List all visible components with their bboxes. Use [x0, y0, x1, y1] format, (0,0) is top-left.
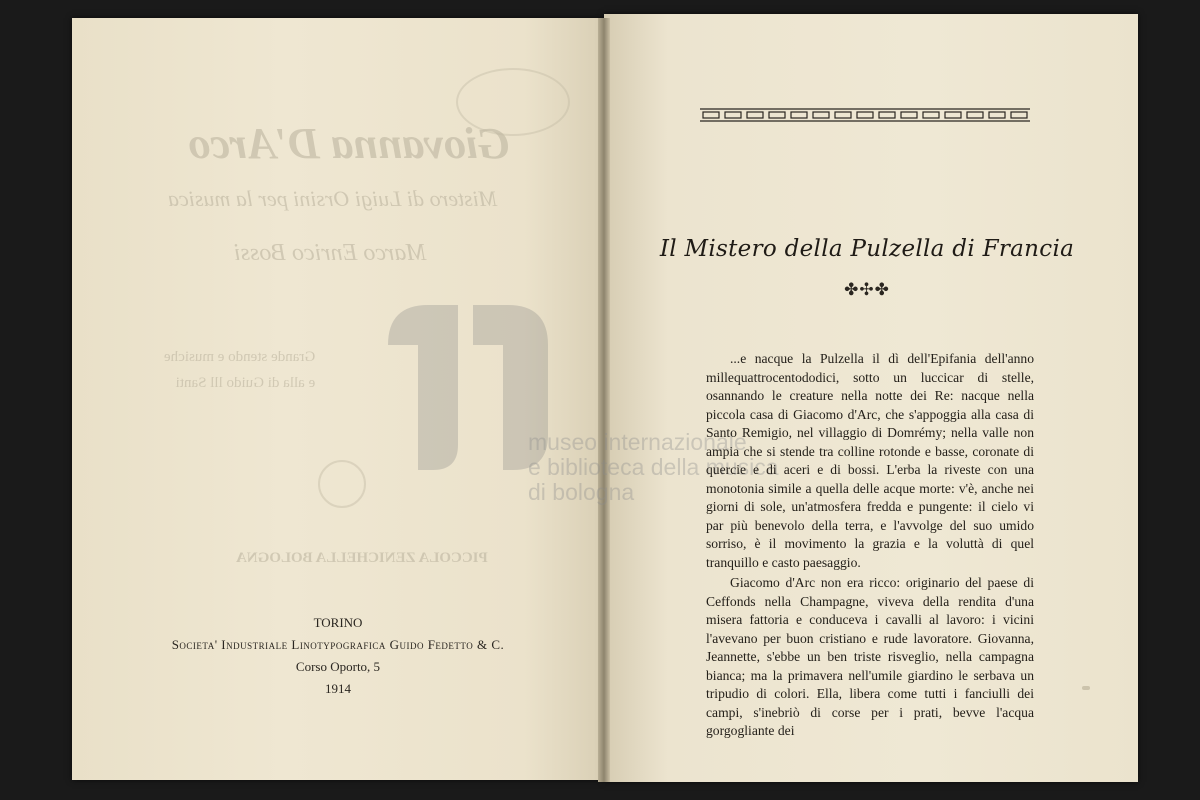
- bleed-through-lines: [164, 344, 315, 396]
- paragraph: ...e nacque la Pulzella il dì dell'Epifania dell'anno millequattrocentododici, sotto un luccicar di stelle, osannando le creature nella notte dei Re: nacque nella piccola casa di Giacomo d'Arc, che s'appoggia alla casa di Santo Remigio, nel villaggio di Domrémy; nella valle non ampia che si stende tra colline rotonde e basse, coronate di quercie e di aceri e di bossi. L'erba la riveste con una monotonia simile a quella delle acque morte: v'è, anche nei giorni di sole, un'atmosfera fredda e pungente: il cielo vi par più benevolo della terra, e l'avvolge del suo umido sorriso, è il movimento la grazia e la voluttà di quel tranquillo e casto paesaggio.: [706, 351, 1034, 570]
- imprint: [72, 612, 604, 700]
- watermark-line: museo internazionale: [528, 429, 747, 455]
- library-stamp: [456, 68, 570, 136]
- bleed-through-subtitle: Mistero di Luigi Orsini per la musica: [168, 186, 498, 211]
- fleuron-ornament: ✤✣✤: [844, 280, 890, 299]
- chapter-title: Il Mistero della Pulzella di Francia: [659, 236, 1075, 262]
- paragraph: Giacomo d'Arc non era ricco: originario del paese di Ceffonds nella Champagne, viveva della rendita d'una misera fattoria e conduceva i cavalli al lavoro: i vicini l'avevano per buon cristiano e rude lavoratore. Giovanna, Jeannette, s'ebbe un ben triste risveglio, nella campagna bianca; ma la primavera nell'umile giardino le serbava un tripudio di colori. Ella, libera come tutti i fanciulli dei campi, s'inebriò di corse per i prati, bevve l'acqua gorgogliante dei: [706, 575, 1034, 738]
- watermark-line: e biblioteca della musica: [528, 454, 779, 480]
- bleed-through-line: Grande stendo e musiche: [164, 349, 316, 365]
- paper-speck: [1082, 686, 1090, 690]
- imprint-city: TORINO: [313, 615, 363, 630]
- decorative-header-border: [700, 108, 1030, 122]
- bleed-through-publisher: PICCOLA ZENICHELLA BOLOGNA: [236, 550, 488, 566]
- imprint-publisher: Societa' Industriale Linotypografica Guido Fedetto & C.: [171, 637, 505, 652]
- imprint-address: Corso Oporto, 5: [295, 659, 381, 674]
- bleed-through-composer: Marco Enrico Bossi: [234, 240, 427, 266]
- bleed-through-line: e alla di Guido lll Santi: [175, 375, 316, 391]
- watermark-line: di bologna: [528, 479, 635, 505]
- bleed-through-emblem: [318, 460, 366, 508]
- imprint-year: 1914: [325, 681, 351, 696]
- bleed-through-title: Giovanna D'Arco: [188, 119, 510, 168]
- body-text: [706, 350, 1034, 741]
